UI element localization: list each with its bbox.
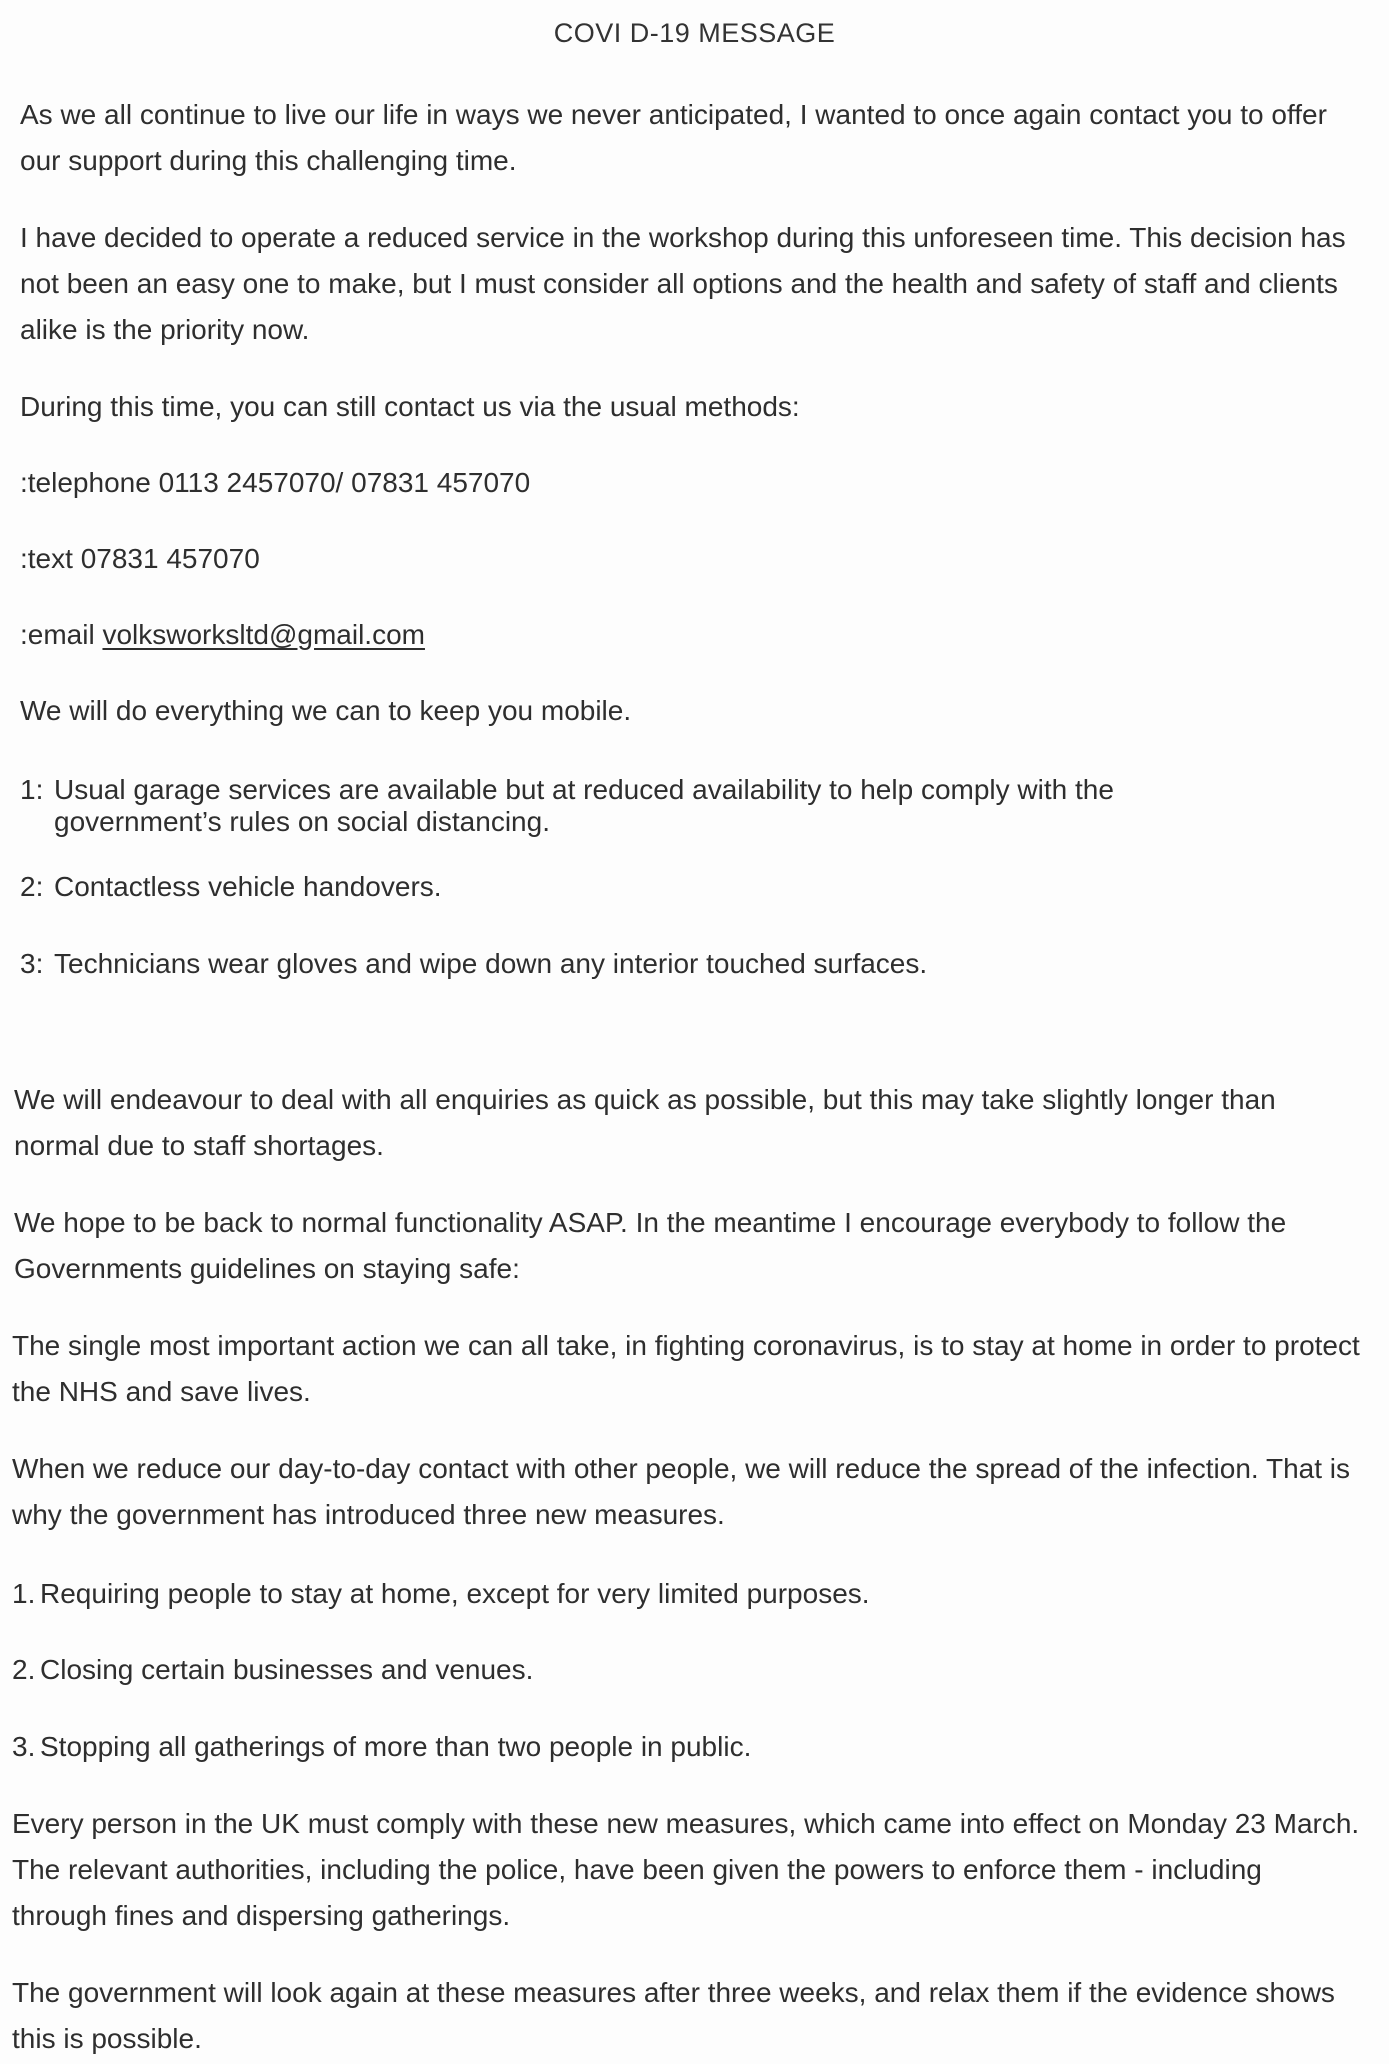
service-item-1 — [20, 774, 1350, 838]
measure-item-number: 1. — [12, 1578, 36, 1609]
email-link[interactable]: volksworksltd@gmail.com — [102, 619, 425, 650]
comply-paragraph: Every person in the UK must comply with these new measures, which came into effect on Monday 23 March. The relevant authorities, including the police, have been given the powers to enforce them - including through fines and dispersing gatherings. — [12, 1808, 1360, 1931]
service-item-text: Contactless vehicle handovers. — [54, 871, 442, 902]
measure-item-1 — [12, 1578, 1342, 1610]
service-item-2 — [20, 871, 1350, 903]
single-action-paragraph: The single most important action we can all take, in fighting coronavirus, is to stay at home in order to protect the NHS and save lives. — [12, 1330, 1360, 1407]
service-item-number: 2: — [20, 871, 44, 902]
enquiries-paragraph: We will endeavour to deal with all enquiries as quick as possible, but this may take slightly longer than normal due to staff shortages. — [14, 1084, 1276, 1161]
measure-item-text: Stopping all gatherings of more than two people in public. — [40, 1731, 752, 1762]
mobile-paragraph: We will do everything we can to keep you mobile. — [20, 695, 632, 726]
decision-paragraph: I have decided to operate a reduced service in the workshop during this unforeseen time. This decision has not been an easy one to make, but I must consider all options and the health and safety of staff and clients alike is the priority now. — [20, 222, 1346, 345]
contact-text: :text 07831 457070 — [20, 543, 260, 574]
service-item-number: 3: — [20, 948, 44, 979]
page-title: COVI D-19 MESSAGE — [553, 18, 836, 48]
contact-email — [20, 612, 1370, 658]
service-item-text-continued: government’s rules on social distancing. — [54, 806, 550, 837]
measure-item-number: 3. — [12, 1731, 36, 1762]
service-item-text: Usual garage services are available but at reduced availability to help comply with the — [54, 774, 1114, 805]
measure-item-2 — [12, 1654, 1342, 1686]
measure-item-text: Closing certain businesses and venues. — [40, 1654, 534, 1685]
service-item-number: 1: — [20, 774, 44, 805]
email-label: :email — [20, 619, 103, 650]
measure-item-text: Requiring people to stay at home, except for very limited purposes. — [40, 1578, 870, 1609]
contact-telephone: :telephone 0113 2457070/ 07831 457070 — [20, 467, 531, 498]
service-item-3 — [20, 948, 1350, 980]
intro-paragraph: As we all continue to live our life in ways we never anticipated, I wanted to once again contact you to offer our support during this challenging time. — [20, 99, 1327, 176]
service-item-text: Technicians wear gloves and wipe down any interior touched surfaces. — [54, 948, 928, 979]
hope-paragraph: We hope to be back to normal functionality ASAP. In the meantime I encourage everybody to follow the Governments guidelines on staying safe: — [14, 1207, 1287, 1284]
measure-item-number: 2. — [12, 1654, 36, 1685]
reduce-paragraph: When we reduce our day-to-day contact with other people, we will reduce the spread of the infection. That is why the government has introduced three new measures. — [12, 1453, 1350, 1530]
review-paragraph: The government will look again at these measures after three weeks, and relax them if the evidence shows this is possible. — [12, 1977, 1335, 2054]
measure-item-3 — [12, 1731, 1342, 1763]
contact-intro: During this time, you can still contact us via the usual methods: — [20, 391, 800, 422]
